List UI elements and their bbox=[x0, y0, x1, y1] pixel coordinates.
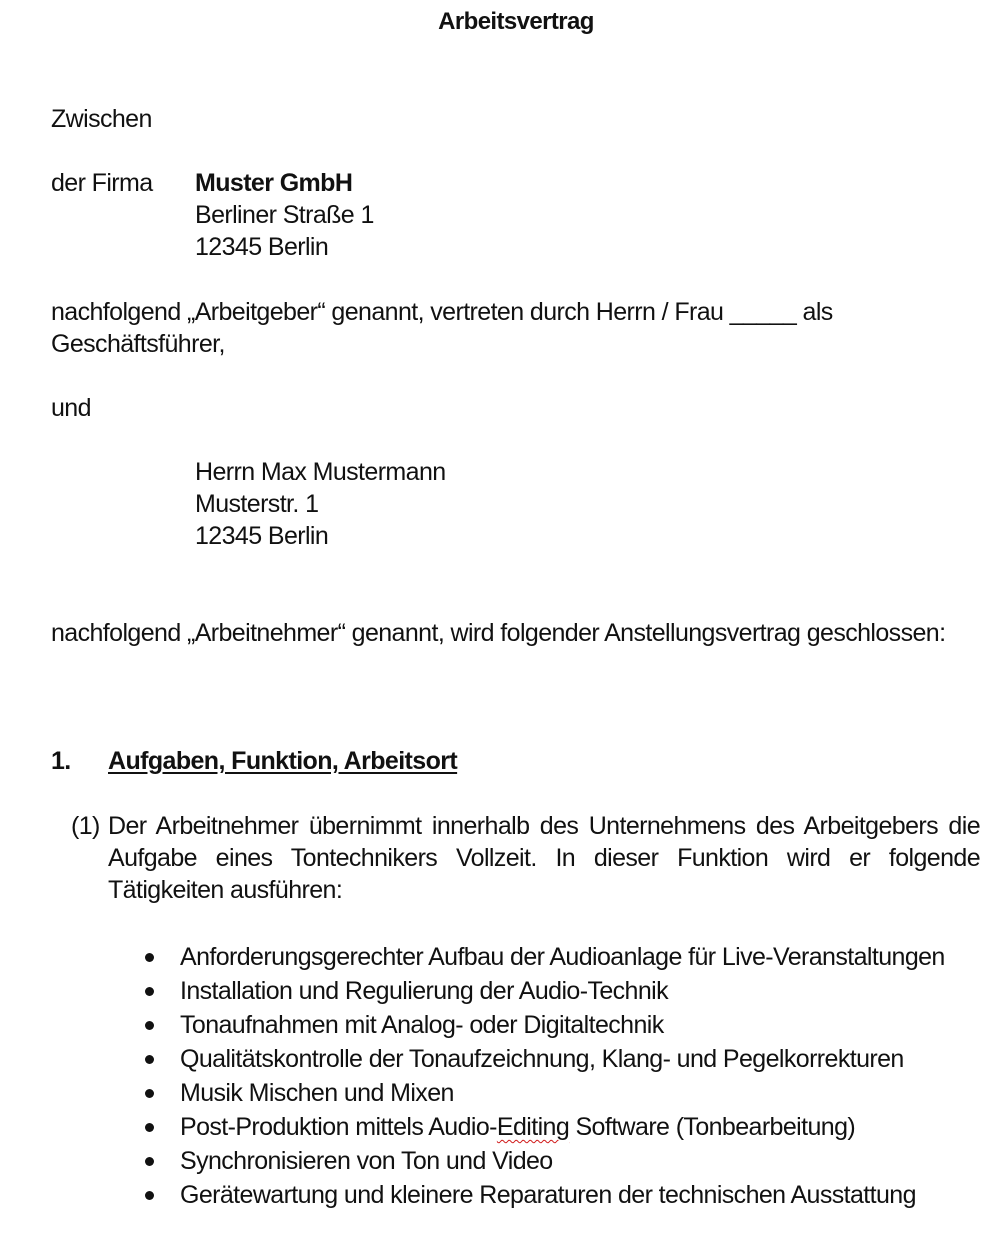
task-text: Synchronisieren von Ton und Video bbox=[180, 1147, 553, 1175]
employee-street: Musterstr. 1 bbox=[195, 490, 319, 518]
list-item bbox=[108, 1178, 968, 1212]
and-label: und bbox=[51, 394, 91, 422]
task-post-prefix: Post-Produktion mittels Audio- bbox=[180, 1113, 497, 1141]
bullet-icon bbox=[145, 1089, 154, 1098]
paragraph-text: Der Arbeitnehmer übernimmt innerhalb des Unternehmens des Arbeitgebers die Aufgabe eines Tontechnikers Vollzeit. In dieser Funktion wird er folgende Tätigkeiten ausführen: bbox=[108, 812, 980, 904]
employee-name: Herrn Max Mustermann bbox=[195, 458, 446, 486]
task-text: Musik Mischen und Mixen bbox=[180, 1079, 454, 1107]
bullet-icon bbox=[145, 953, 154, 962]
bullet-icon bbox=[145, 1055, 154, 1064]
paragraph-number: (1) bbox=[71, 812, 100, 840]
bullet-icon bbox=[145, 1021, 154, 1030]
list-item bbox=[108, 1008, 968, 1042]
task-text: Gerätewartung und kleinere Reparaturen der technischen Ausstattung bbox=[180, 1181, 916, 1209]
task-text: Anforderungsgerechter Aufbau der Audioanlage für Live-Veranstaltungen bbox=[180, 943, 945, 971]
section-number: 1. bbox=[51, 747, 71, 775]
task-text: Qualitätskontrolle der Tonaufzeichnung, Klang- und Pegelkorrekturen bbox=[180, 1045, 904, 1073]
employee-city: 12345 Berlin bbox=[195, 522, 329, 550]
bullet-icon bbox=[145, 987, 154, 996]
employee-clause: nachfolgend „Arbeitnehmer“ genannt, wird folgender Anstellungsvertrag geschlossen: bbox=[51, 619, 946, 647]
bullet-icon bbox=[145, 1157, 154, 1166]
employer-clause-line1: nachfolgend „Arbeitgeber“ genannt, vertreten durch Herrn / Frau _____ als bbox=[51, 298, 833, 326]
task-text: Installation und Regulierung der Audio-Technik bbox=[180, 977, 669, 1005]
section-heading: Aufgaben, Funktion, Arbeitsort bbox=[108, 747, 458, 775]
bullet-icon bbox=[145, 1123, 154, 1132]
employer-name: Muster GmbH bbox=[195, 169, 353, 197]
document-title: Arbeitsvertrag bbox=[438, 8, 594, 35]
list-item bbox=[108, 1042, 968, 1076]
task-list bbox=[108, 940, 968, 1212]
list-item bbox=[108, 940, 968, 974]
employer-city: 12345 Berlin bbox=[195, 233, 329, 261]
list-item bbox=[108, 1076, 968, 1110]
employer-label: der Firma bbox=[51, 169, 153, 197]
list-item bbox=[108, 1110, 968, 1144]
task-text: Tonaufnahmen mit Analog- oder Digitaltechnik bbox=[180, 1011, 664, 1039]
employer-street: Berliner Straße 1 bbox=[195, 201, 374, 229]
list-item bbox=[108, 1144, 968, 1178]
employer-clause-line2: Geschäftsführer, bbox=[51, 330, 225, 358]
task-post-suffix: Software (Tonbearbeitung) bbox=[569, 1113, 856, 1141]
spellcheck-flagged-word: Editing bbox=[496, 1113, 570, 1141]
bullet-icon bbox=[145, 1191, 154, 1200]
between-label: Zwischen bbox=[51, 105, 152, 133]
list-item bbox=[108, 974, 968, 1008]
